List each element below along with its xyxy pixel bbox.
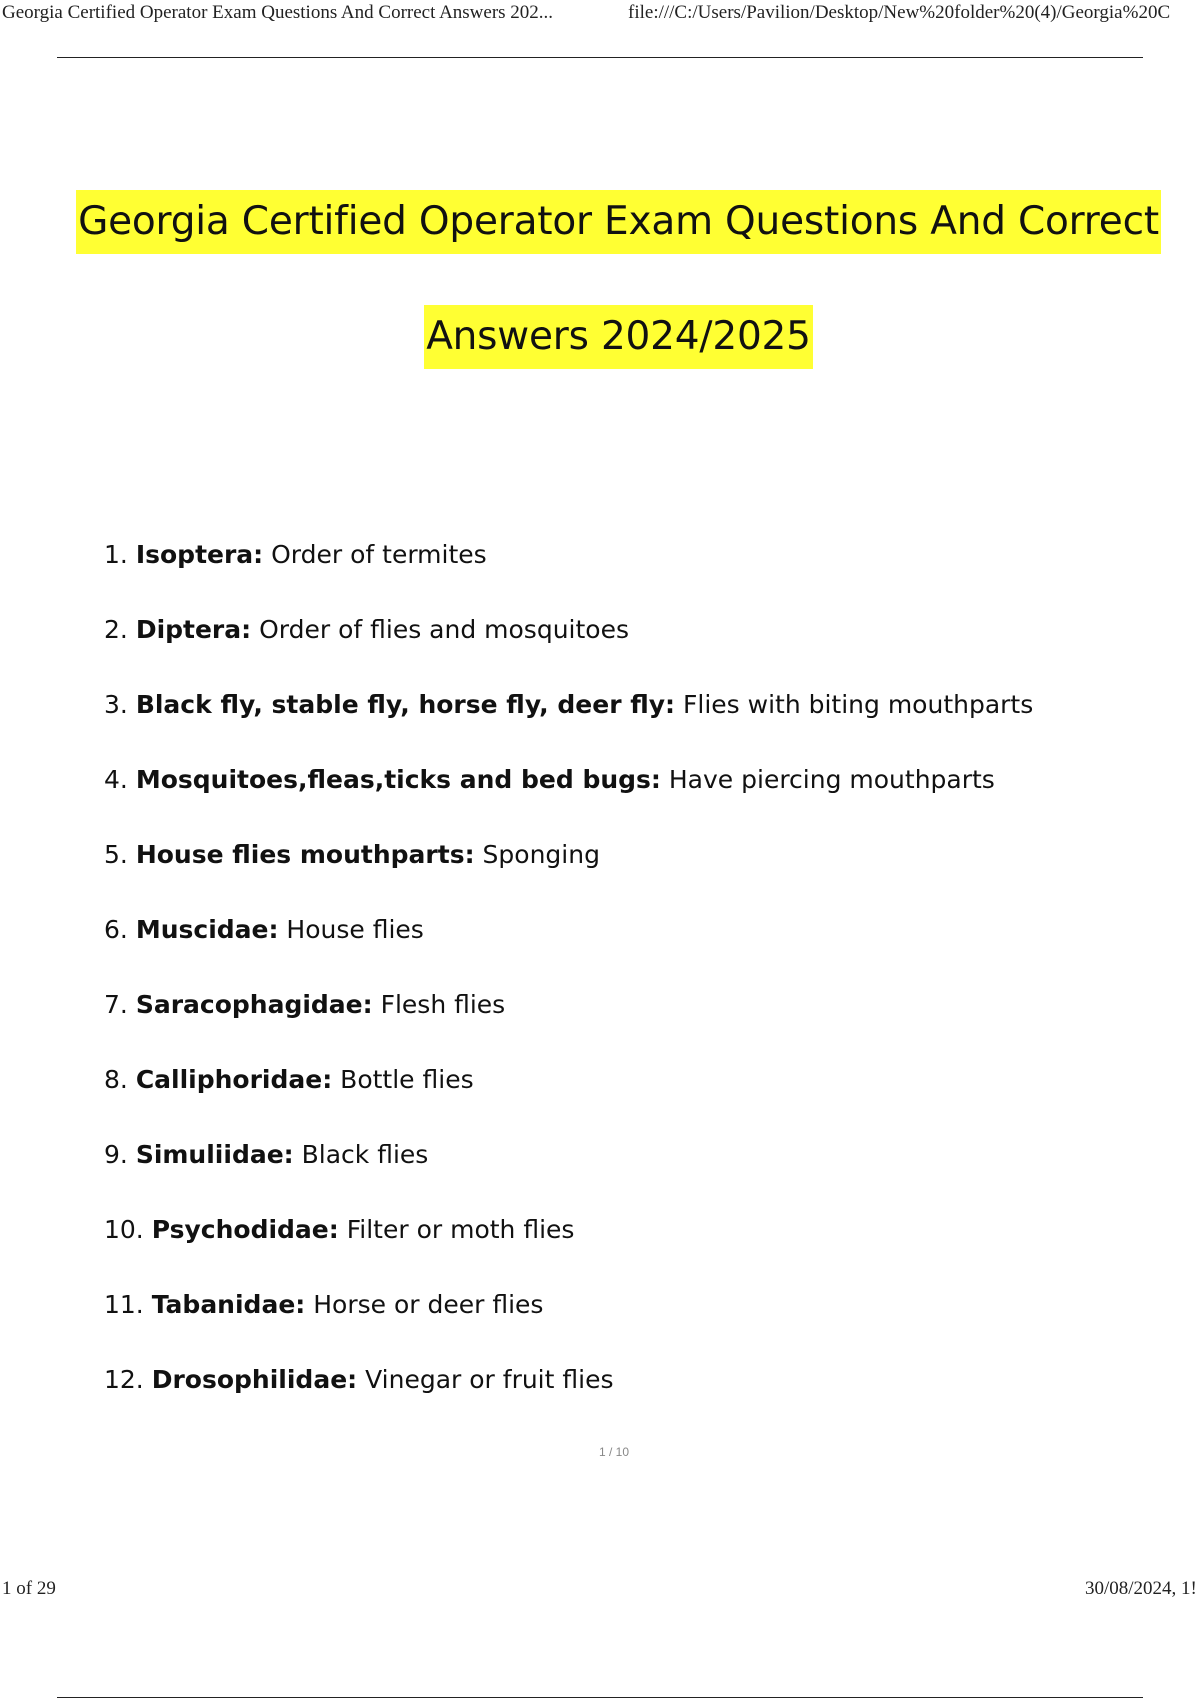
item-definition: Bottle flies <box>332 1065 474 1094</box>
item-term: Muscidae: <box>135 915 279 944</box>
item-definition: Order of flies and mosquitoes <box>251 615 629 644</box>
item-definition: Vinegar or fruit flies <box>357 1365 614 1394</box>
item-definition: Horse or deer flies <box>305 1290 544 1319</box>
item-term: Calliphoridae: <box>135 1065 333 1094</box>
item-number: 2. <box>104 615 128 644</box>
list-item <box>104 605 1033 680</box>
list-item <box>104 1205 1033 1280</box>
title-line-1: Georgia Certified Operator Exam Questions And Correct <box>76 190 1161 254</box>
item-definition: House flies <box>278 915 424 944</box>
item-number: 11. <box>104 1290 144 1319</box>
item-definition: Flies with biting mouthparts <box>675 690 1034 719</box>
item-number: 8. <box>104 1065 128 1094</box>
item-term: Drosophilidae: <box>151 1365 358 1394</box>
item-number: 10. <box>104 1215 144 1244</box>
print-header-url: file:///C:/Users/Pavilion/Desktop/New%20folder%20(4)/Georgia%20C <box>628 2 1171 23</box>
item-number: 9. <box>104 1140 128 1169</box>
print-footer-datetime: 30/08/2024, 1! <box>1085 1578 1197 1599</box>
print-header <box>0 0 1200 26</box>
list-item <box>104 755 1033 830</box>
list-item <box>104 680 1033 755</box>
page-indicator: 1 / 10 <box>598 1445 630 1459</box>
item-term: Simuliidae: <box>135 1140 294 1169</box>
item-term: Mosquitoes,fleas,ticks and bed bugs: <box>135 765 661 794</box>
item-number: 3. <box>104 690 128 719</box>
item-number: 5. <box>104 840 128 869</box>
document-title <box>0 190 1200 369</box>
item-term: Isoptera: <box>135 540 264 569</box>
header-divider <box>57 57 1143 58</box>
list-item <box>104 905 1033 980</box>
item-term: House flies mouthparts: <box>135 840 475 869</box>
list-item <box>104 1355 1033 1430</box>
print-footer-page-count: 1 of 29 <box>2 1578 56 1599</box>
title-line-2: Answers 2024/2025 <box>424 305 813 369</box>
list-item <box>104 530 1033 605</box>
item-definition: Black flies <box>293 1140 429 1169</box>
footer-divider <box>57 1697 1143 1698</box>
item-definition: Have piercing mouthparts <box>660 765 995 794</box>
item-term: Black fly, stable fly, horse fly, deer fly: <box>135 690 676 719</box>
item-term: Diptera: <box>135 615 252 644</box>
item-number: 1. <box>104 540 128 569</box>
item-term: Psychodidae: <box>151 1215 339 1244</box>
item-definition: Filter or moth flies <box>338 1215 575 1244</box>
item-definition: Order of termites <box>263 540 487 569</box>
list-item <box>104 1130 1033 1205</box>
item-number: 7. <box>104 990 128 1019</box>
qa-list <box>104 530 1033 1430</box>
item-number: 4. <box>104 765 128 794</box>
list-item <box>104 1280 1033 1355</box>
list-item <box>104 1055 1033 1130</box>
item-term: Saracophagidae: <box>135 990 373 1019</box>
item-definition: Sponging <box>474 840 600 869</box>
item-number: 6. <box>104 915 128 944</box>
list-item <box>104 980 1033 1055</box>
item-definition: Flesh flies <box>372 990 506 1019</box>
item-number: 12. <box>104 1365 144 1394</box>
item-term: Tabanidae: <box>151 1290 306 1319</box>
print-header-title: Georgia Certified Operator Exam Questions And Correct Answers 202... <box>2 2 554 23</box>
list-item <box>104 830 1033 905</box>
